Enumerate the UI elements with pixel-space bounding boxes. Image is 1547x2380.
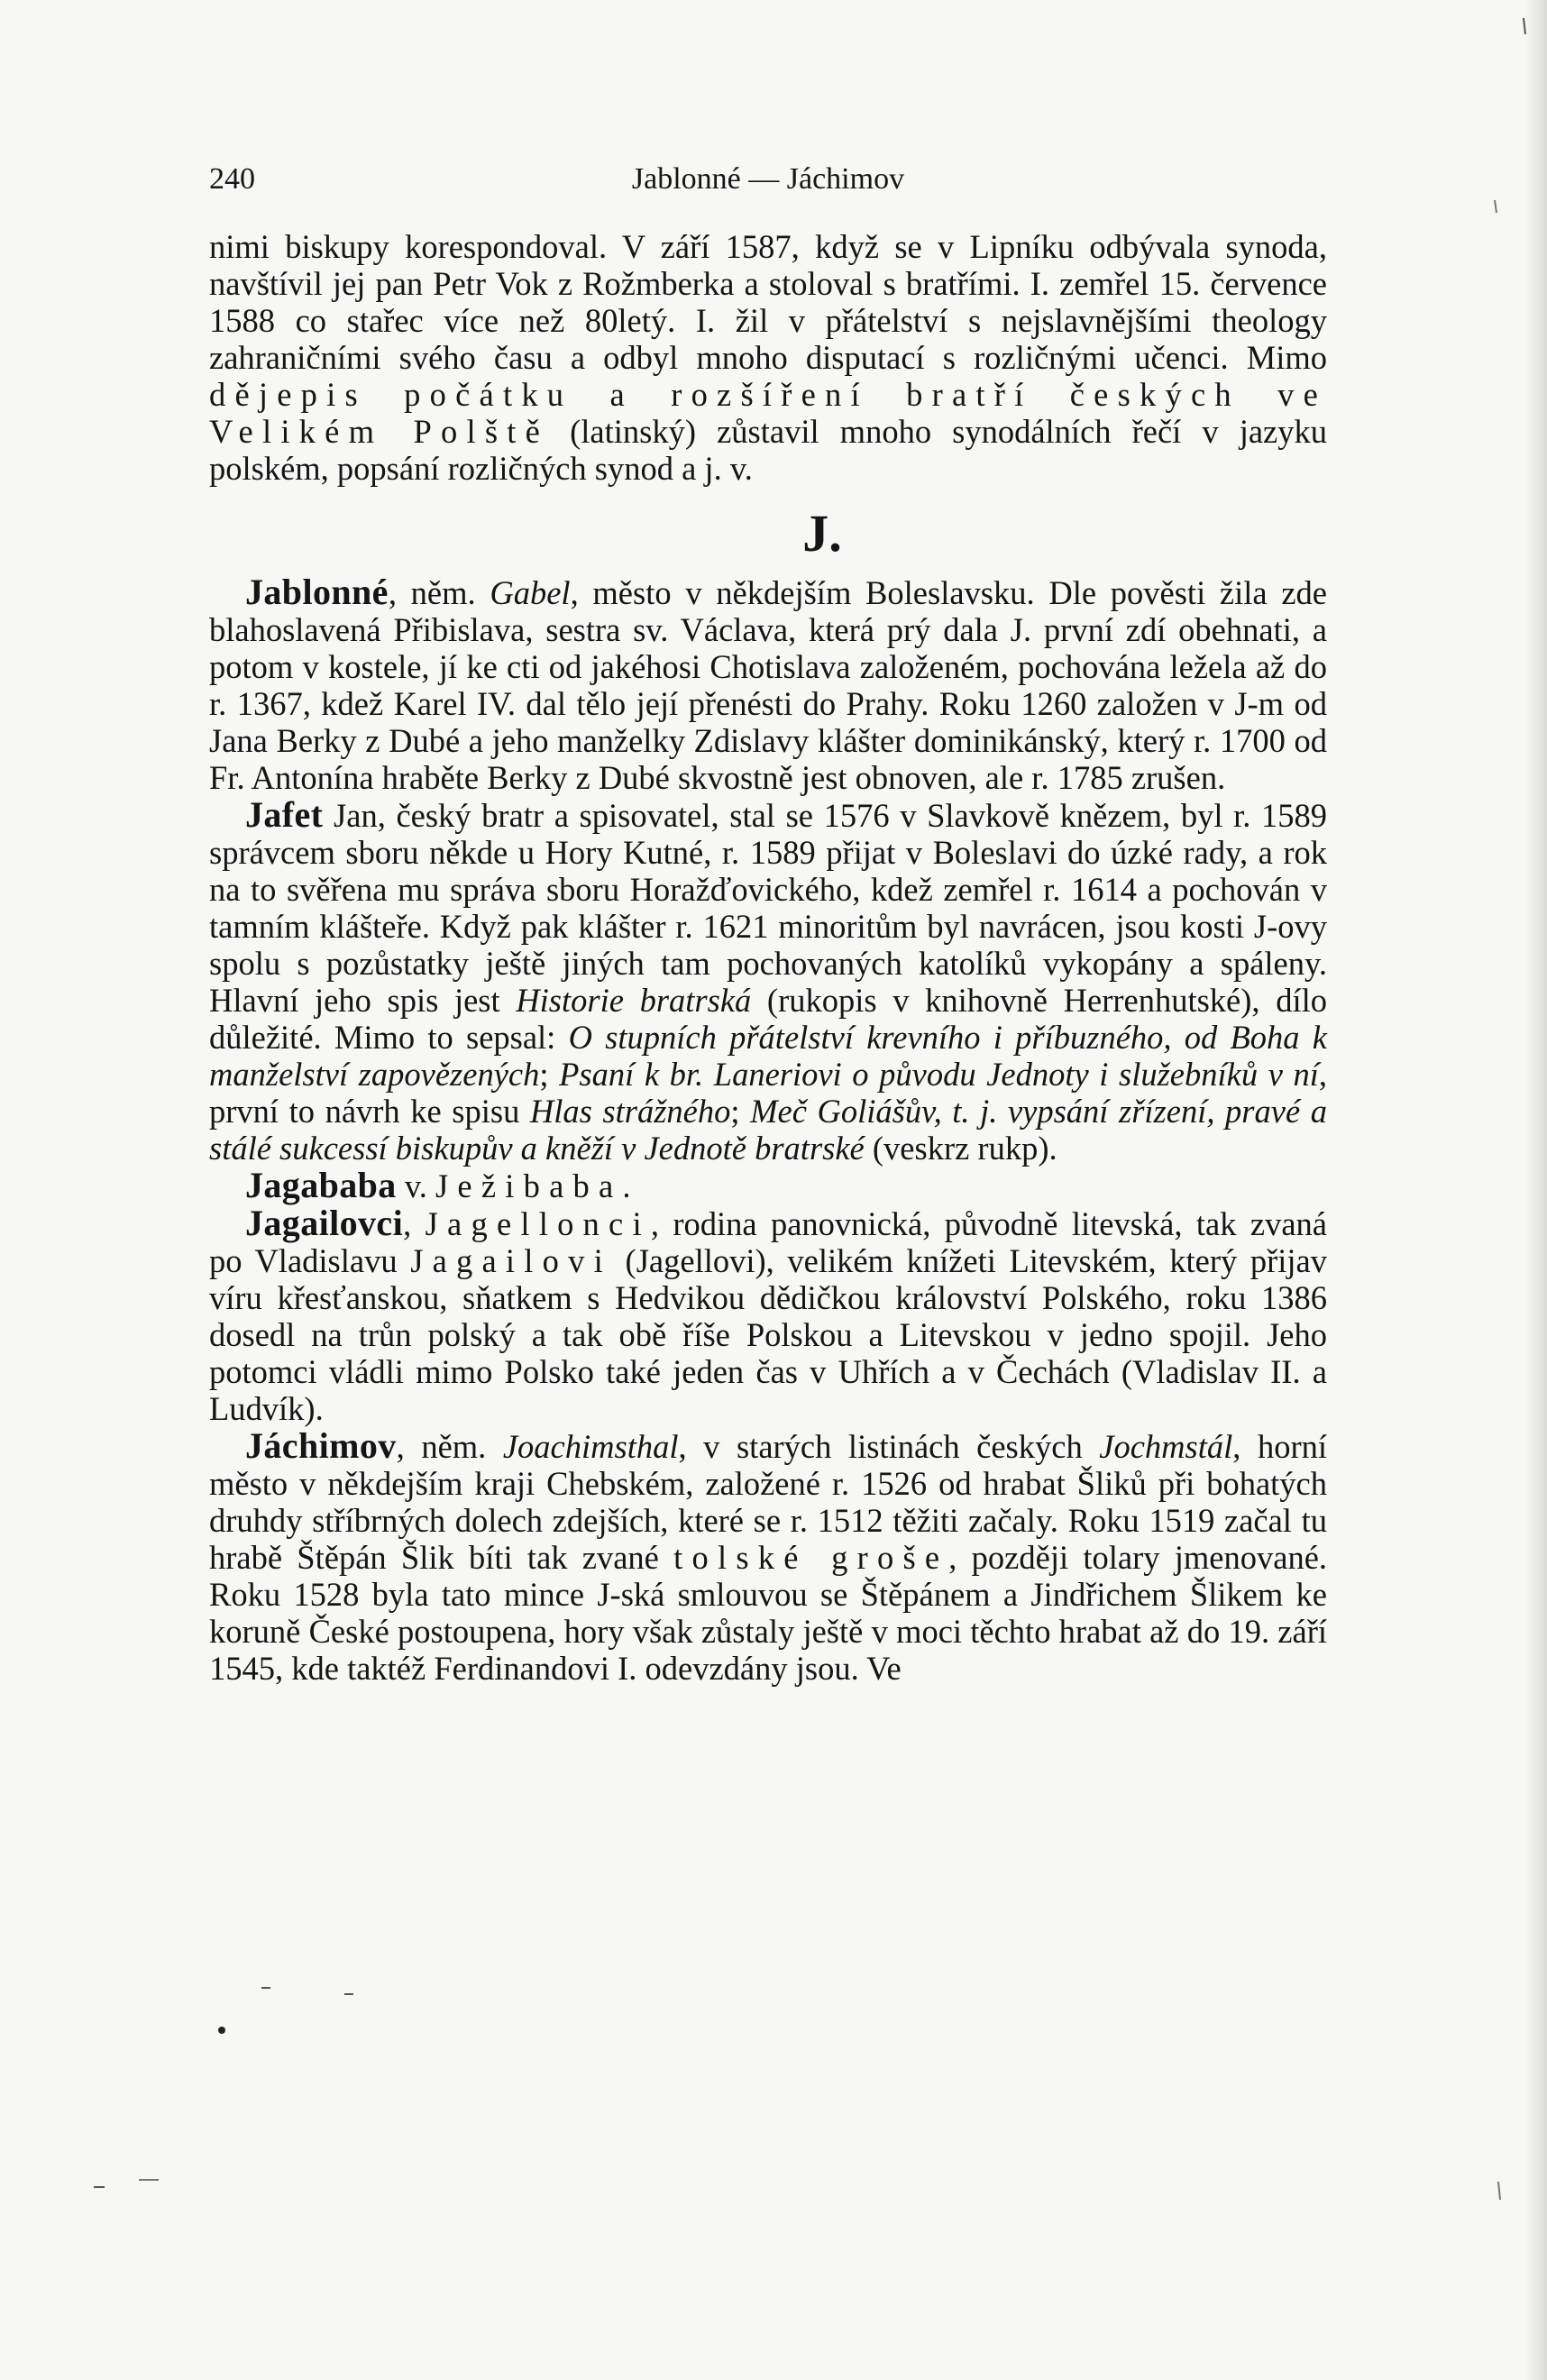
entry-text: , — [403, 1205, 426, 1242]
entry-text: , v starých listinách českých — [678, 1428, 1100, 1465]
entry-jafet — [209, 796, 1327, 1167]
entry-spaced: tolské groše — [673, 1539, 949, 1576]
running-head: Jablonné — Jáchimov — [631, 162, 905, 196]
page-header — [209, 162, 1327, 206]
entry-italic: Meč Goliášův, t. j. vypsání zřízení, pravé a stálé sukcessí biskupův a kněží v Jednotě bratrské — [209, 1093, 1327, 1167]
entry-italic: Psaní k br. Laneriovi o původu Jednoty i služebníků v ní — [559, 1056, 1319, 1093]
entry-spaced: Jagailovi — [410, 1242, 612, 1279]
entry-spaced: Jagellonci — [425, 1205, 651, 1242]
intro-text-2: (latinský) zůstavil mnoho synodálních řečí v jazyku polském, popsání rozličných synod a j. v. — [209, 413, 1327, 487]
entry-italic: Joachimsthal — [502, 1428, 679, 1465]
entry-text: , první to návrh ke spisu — [209, 1056, 1327, 1130]
headword-jagailovci: Jagailovci — [245, 1203, 404, 1243]
entry-jachimov — [209, 1427, 1327, 1687]
entry-italic: Jochmstál — [1099, 1428, 1233, 1465]
headword-jafet: Jafet — [245, 794, 324, 835]
entry-italic: Historie bratrská — [516, 982, 752, 1019]
intro-text-1: nimi biskupy korespondoval. V září 1587, když se v Lipníku odbývala synoda, navštívil jej pan Petr Vok z Rožmberka a stoloval s bratřími. I. zemřel 15. července 1588 co stařec více než 80letý. I. žil v přátelství s nejslavnějšími theology zahraničními svého času a odbyl mnoho disputací s rozličnými učenci. Mimo — [209, 228, 1327, 376]
speck — [218, 2027, 225, 2034]
entry-text: , horní město v někdejším kraji Chebském, založené r. 1526 od hrabat Šliků při bohatých druhdy stříbrných dolech zdejších, které se r. 1512 těžiti začaly. Roku 1519 začal tu hrabě Štěpán Šlik bíti tak zvané — [209, 1428, 1327, 1576]
intro-paragraph — [209, 228, 1327, 487]
entry-text: ; — [730, 1093, 751, 1130]
entry-spaced: Ježibaba. — [435, 1167, 640, 1204]
intro-spaced-title: dějepis počátku a rozšíření bratří českých ve Velikém Polště — [209, 376, 1327, 450]
scan-edge — [1527, 0, 1547, 2380]
entry-jagailovci — [209, 1204, 1327, 1427]
entry-text: , později tolary jmenované. Roku 1528 byla tato mince J-ská smlouvou se Štěpánem a Jindřichem Šlikem ke koruně České postoupena, hory však zůstaly ještě v moci těchto hrabat až do 19. září 1545, kde taktéž Ferdinandovi I. odevzdány jsou. Ve — [209, 1539, 1328, 1687]
headword-jablonne: Jablonné — [245, 572, 389, 612]
entry-text: , něm. — [396, 1428, 503, 1465]
entry-text: Jan, český bratr a spisovatel, stal se 1576 v Slavkově knězem, byl r. 1589 správcem sboru někde u Hory Kutné, r. 1589 přijat v Boleslavi do úzké rady, a rok na to svěřena mu správa sboru Horažďovického, kdež zemřel r. 1614 a pochován v tamním klášteře. Když pak klášter r. 1621 minoritům byl navrácen, jsou kosti J-ovy spolu s pozůstatky ještě jiných tam pochovaných katolíků vykopány a spáleny. Hlavní jeho spis jest — [209, 797, 1327, 1019]
entry-text: (veskrz rukp). — [864, 1130, 1057, 1167]
page-number: 240 — [209, 162, 255, 196]
entry-italic: O stupních přátelství krevního i příbuzného, od Boha k manželství zapovězených — [209, 1019, 1327, 1093]
entry-text: ; — [539, 1056, 560, 1093]
speck — [1498, 2182, 1500, 2200]
section-letter: J. — [802, 504, 842, 563]
headword-jagababa: Jagababa — [245, 1165, 397, 1205]
entry-text: (Jagellovi), velikém knížeti Litevském, který přijav víru křesťanskou, sňatkem s Hedvikou dědičkou království Polského, roku 1386 dosedl na trůn polský a tak obě říše Polskou a Litevskou v jedno spojil. Jeho potomci vládli mimo Polsko také jeden čas v Uhřích a v Čechách (Vladislav II. a Ludvík). — [209, 1242, 1327, 1427]
entry-jagababa — [209, 1167, 1327, 1204]
entry-text: , něm. — [388, 574, 490, 611]
speck — [1524, 18, 1525, 34]
speck — [1495, 200, 1497, 213]
entry-text: v. — [396, 1167, 435, 1204]
entry-text: , město v někdejším Boleslavsku. Dle pověsti žila zde blahoslavená Přibislava, sestra sv. Václava, která prý dala J. první zdí obehnati, a potom v kostele, jí ke cti od jakéhosi Chotislava založeném, pochována ležela až do r. 1367, kdež Karel IV. dal tělo její přenésti do Prahy. Roku 1260 založen v J-m od Jana Berky z Dubé a jeho manželky Zdislavy klášter dominikánský, který r. 1700 od Fr. Antonína hraběte Berky z Dubé skvostně jest obnoven, ale r. 1785 zrušen. — [209, 574, 1327, 796]
entry-italic: Gabel — [490, 574, 571, 611]
entry-jablonne — [209, 573, 1327, 796]
headword-jachimov: Jáchimov — [245, 1425, 397, 1466]
entry-text: , rodina panovnická, původně litevská, tak zvaná po Vladislavu — [209, 1205, 1327, 1279]
page-body — [209, 228, 1327, 1687]
entry-text: (rukopis v knihovně Herrenhutské), dílo důležité. Mimo to sepsal: — [209, 982, 1327, 1056]
entry-italic: Hlas strážného — [529, 1093, 731, 1130]
